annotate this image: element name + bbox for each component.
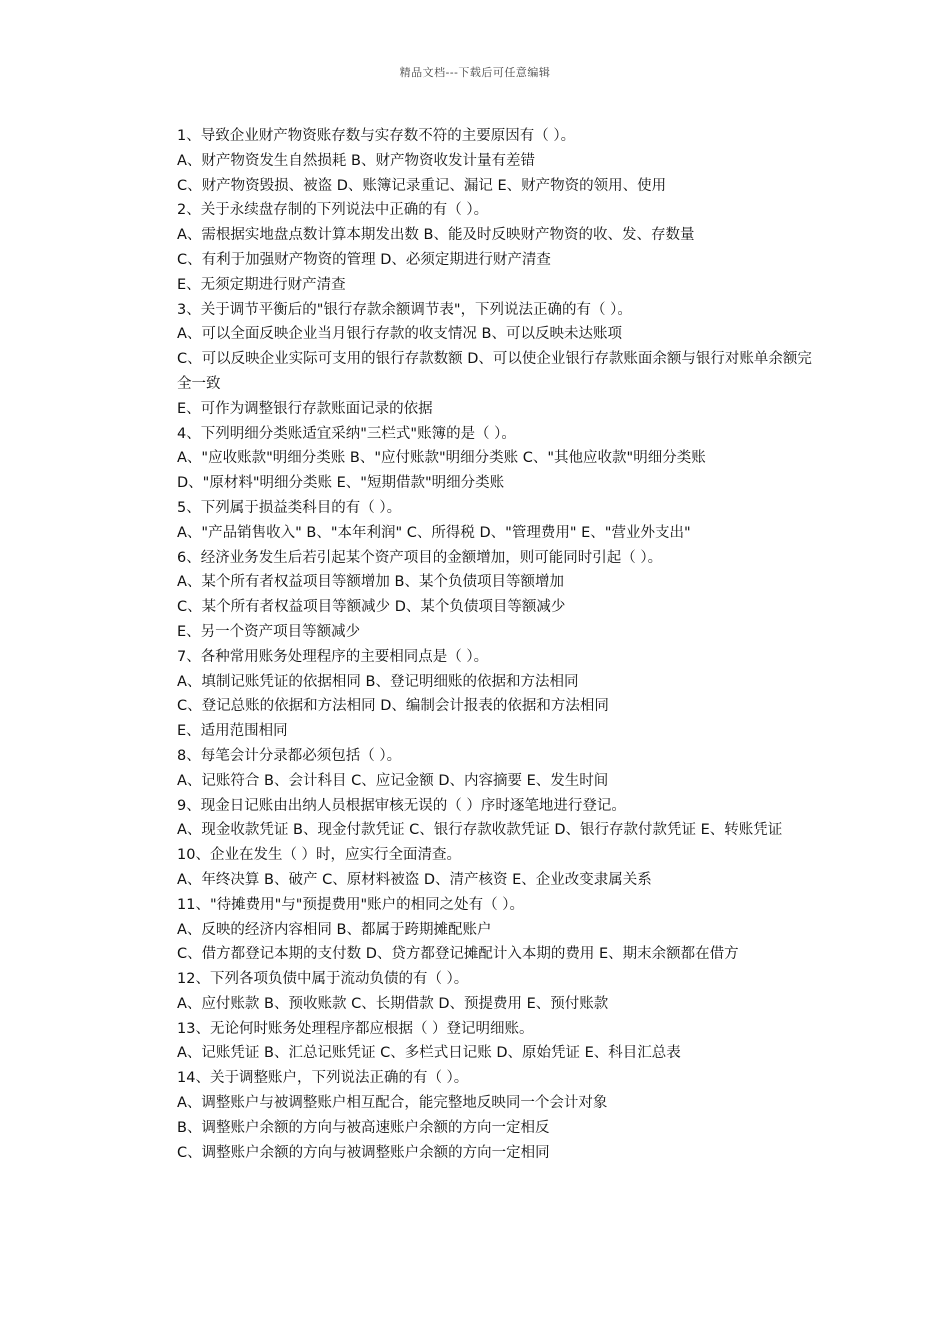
option-line: A、调整账户与被调整账户相互配合，能完整地反映同一个会计对象	[177, 1095, 608, 1112]
question-13: 13、无论何时账务处理程序都应根据（ ）登记明细账。	[177, 1020, 534, 1037]
option-line: A、需根据实地盘点数计算本期发出数 B、能及时反映财产物资的收、发、存数量	[177, 227, 695, 244]
option-line: E、可作为调整银行存款账面记录的依据	[177, 400, 433, 417]
question-9: 9、现金日记账由出纳人员根据审核无误的（ ）序时逐笔地进行登记。	[177, 797, 626, 814]
option-line: E、另一个资产项目等额减少	[177, 623, 361, 640]
question-6: 6、经济业务发生后若引起某个资产项目的金额增加，则可能同时引起（ ）。	[177, 549, 663, 566]
option-line: C、有利于加强财产物资的管理 D、必须定期进行财产清查	[177, 251, 551, 268]
option-line: C、登记总账的依据和方法相同 D、编制会计报表的依据和方法相同	[177, 698, 609, 715]
question-5: 5、下列属于损益类科目的有（ ）。	[177, 499, 402, 516]
option-line: C、某个所有者权益项目等额减少 D、某个负债项目等额减少	[177, 599, 566, 616]
option-line: E、适用范围相同	[177, 723, 288, 740]
question-11: 11、"待摊费用"与"预提费用"账户的相同之处有（ ）。	[177, 896, 524, 913]
option-line: D、"原材料"明细分类账 E、"短期借款"明细分类账	[177, 475, 505, 492]
document-body	[145, 124, 815, 1165]
question-2: 2、关于永续盘存制的下列说法中正确的有（ ）。	[177, 202, 489, 219]
page-header: 精品文档---下载后可任意编辑	[399, 66, 551, 79]
option-line: A、"产品销售收入" B、"本年利润" C、所得税 D、"管理费用" E、"营业外支出"	[177, 524, 691, 541]
option-line: C、财产物资毁损、被盗 D、账簿记录重记、漏记 E、财产物资的领用、使用	[177, 177, 667, 194]
question-1: 1、导致企业财产物资账存数与实存数不符的主要原因有（ ）。	[177, 128, 576, 144]
question-4: 4、下列明细分类账适宜采纳"三栏式"账簿的是（ ）。	[177, 425, 516, 442]
question-12: 12、下列各项负债中属于流动负债的有（ ）。	[177, 971, 469, 988]
option-line: A、应付账款 B、预收账款 C、长期借款 D、预提费用 E、预付账款	[177, 995, 609, 1012]
question-3: 3、关于调节平衡后的"银行存款余额调节表"，下列说法正确的有（ ）。	[177, 301, 632, 318]
option-line: B、调整账户余额的方向与被高速账户余额的方向一定相反	[177, 1119, 550, 1136]
option-line: A、年终决算 B、破产 C、原材料被盗 D、清产核资 E、企业改变隶属关系	[177, 871, 652, 888]
option-line: A、记账凭证 B、汇总记账凭证 C、多栏式日记账 D、原始凭证 E、科目汇总表	[177, 1045, 681, 1062]
option-line: A、"应收账款"明细分类账 B、"应付账款"明细分类账 C、"其他应收款"明细分类账	[177, 450, 706, 467]
question-14: 14、关于调整账户，下列说法正确的有（ ）。	[177, 1070, 469, 1087]
question-7: 7、各种常用账务处理程序的主要相同点是（ ）。	[177, 648, 489, 665]
option-line: A、可以全面反映企业当月银行存款的收支情况 B、可以反映未达账项	[177, 326, 622, 343]
option-line: A、填制记账凭证的依据相同 B、登记明细账的依据和方法相同	[177, 673, 579, 690]
option-line: A、现金收款凭证 B、现金付款凭证 C、银行存款收款凭证 D、银行存款付款凭证 E、转账凭证	[177, 822, 783, 839]
option-line: A、某个所有者权益项目等额增加 B、某个负债项目等额增加	[177, 574, 564, 591]
option-line: C、调整账户余额的方向与被调整账户余额的方向一定相同	[177, 1144, 550, 1161]
option-line: C、借方都登记本期的支付数 D、贷方都登记摊配计入本期的费用 E、期末余额都在借方	[177, 946, 739, 963]
question-8: 8、每笔会计分录都必须包括（ ）。	[177, 747, 402, 764]
option-line: E、无须定期进行财产清查	[177, 276, 346, 293]
question-10: 10、企业在发生（ ）时，应实行全面清查。	[177, 847, 462, 864]
option-line: A、记账符合 B、会计科目 C、应记金额 D、内容摘要 E、发生时间	[177, 772, 609, 789]
option-line: C、可以反映企业实际可支用的银行存款数额 D、可以使企业银行存款账面余额与银行对账单余额完全一致	[177, 351, 812, 392]
option-line: A、反映的经济内容相同 B、都属于跨期摊配账户	[177, 921, 492, 938]
option-line: A、财产物资发生自然损耗 B、财产物资收发计量有差错	[177, 152, 535, 169]
